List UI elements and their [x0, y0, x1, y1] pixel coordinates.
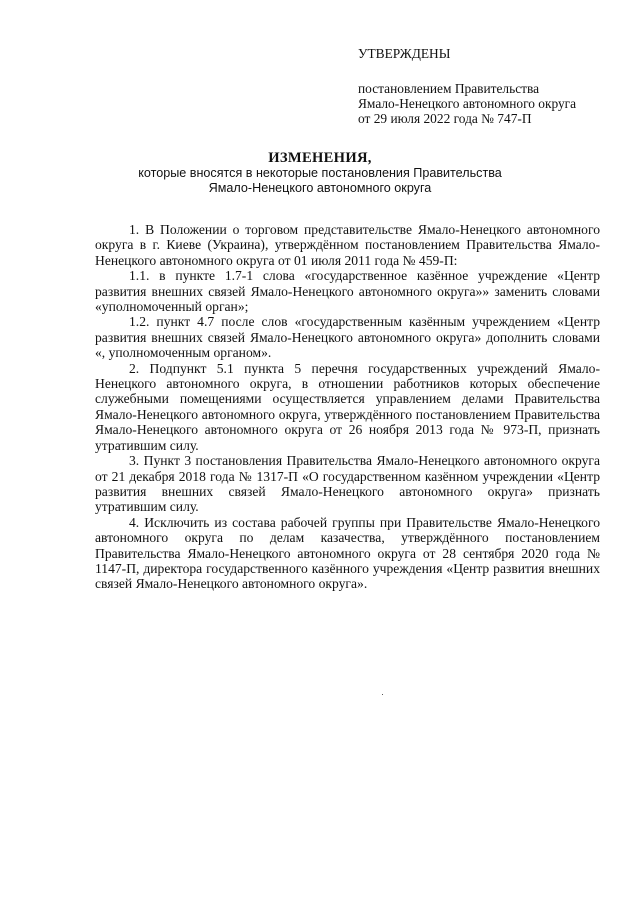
- approval-heading: УТВЕРЖДЕНЫ: [358, 46, 451, 61]
- paragraph-1: 1. В Положении о торговом представительстве Ямало-Ненецкого автономного округа в г. Киеве (Украина), утверждённом постановлением Правительства Ямало-Ненецкого автономного округа от 01 июля 2011 года № 459-П:: [95, 222, 600, 268]
- paragraph-1-1: 1.1. в пункте 1.7-1 слова «государственное казённое учреждение «Центр развития внешних связей Ямало-Ненецкого автономного округа»» заменить словами «уполномоченный орган»;: [95, 268, 600, 315]
- paragraph-2: 2. Подпункт 5.1 пункта 5 перечня государственных учреждений Ямало-Ненецкого автономного округа, в отношении работников которых обеспечение служебными помещениями осуществляется управлением делами Правительства Ямало-Ненецкого автономного округа, утверждённого постановлением Правительства Ямало-Ненецкого автономного округа от 26 ноября 2013 года № 973-П, признать утратившим силу.: [95, 360, 600, 453]
- document-body: [95, 222, 600, 592]
- paragraph-4: 4. Исключить из состава рабочей группы при Правительстве Ямало-Ненецкого автономного округа по делам казачества, утверждённого постановлением Правительства Ямало-Ненецкого автономного округа от 28 сентября 2020 года № 1147-П, директора государственного казённого учреждения «Центр развития внешних связей Ямало-Ненецкого автономного округа».: [95, 514, 600, 592]
- document-subtitle-line: Ямало-Ненецкого автономного округа: [208, 181, 432, 195]
- paragraph-1-2: 1.2. пункт 4.7 после слов «государственным казённым учреждением «Центр развития внешних связей Ямало-Ненецкого автономного округа» дополнить словами «, уполномоченным органом».: [95, 314, 600, 361]
- stray-dot-mark: [382, 694, 383, 695]
- document-title-block: [0, 150, 640, 196]
- approval-spacer: [358, 61, 576, 81]
- approval-line: от 29 июля 2022 года № 747-П: [358, 111, 532, 126]
- approval-line: постановлением Правительства: [358, 81, 540, 96]
- approval-block: [358, 46, 576, 126]
- paragraph-3: 3. Пункт 3 постановления Правительства Ямало-Ненецкого автономного округа от 21 декабря 2018 года № 1317-П «О государственном казённом учреждении «Центр развития внешних связей Ямало-Ненецкого автономного округа» признать утратившим силу.: [95, 453, 600, 515]
- document-subtitle-line: которые вносятся в некоторые постановления Правительства: [138, 166, 502, 180]
- approval-line: Ямало-Ненецкого автономного округа: [358, 96, 577, 111]
- document-title: ИЗМЕНЕНИЯ,: [268, 150, 372, 166]
